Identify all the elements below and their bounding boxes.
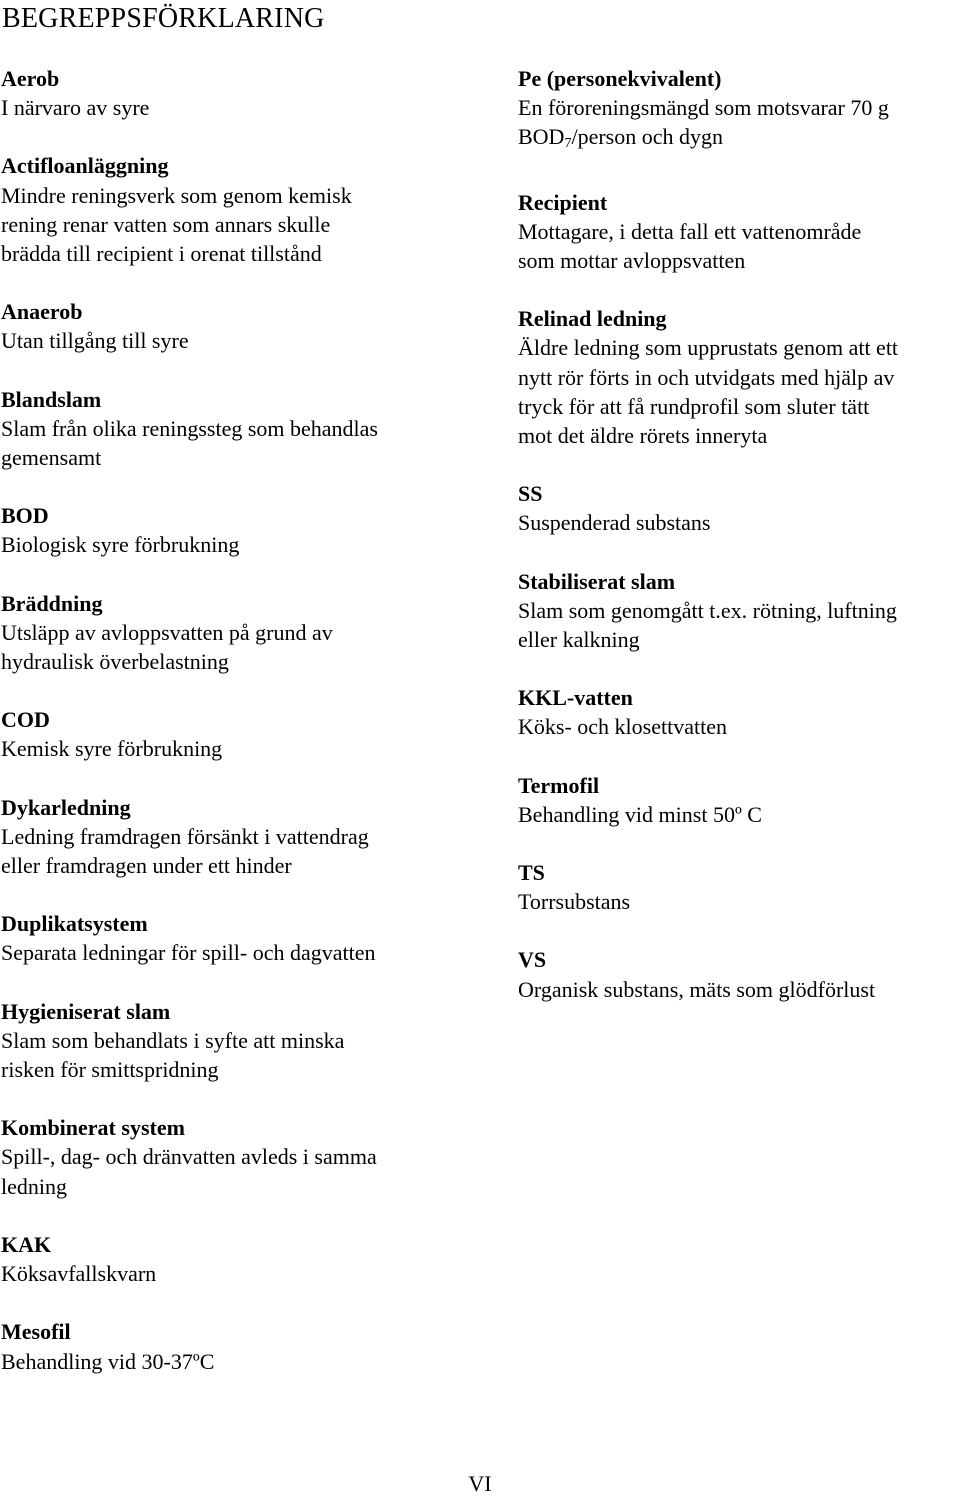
glossary-term: Aerob	[1, 66, 60, 91]
glossary-definition: Utan tillgång till syre	[1, 328, 189, 354]
glossary-term: COD	[1, 707, 50, 733]
glossary-entry-bod	[1, 501, 471, 559]
glossary-entry-stabiliserat-slam	[518, 567, 958, 655]
glossary-entry-vs	[518, 945, 958, 1003]
glossary-entry-dykarledning	[1, 793, 471, 881]
unit-prefix: BOD	[518, 124, 565, 150]
glossary-definition: Torrsubstans	[518, 889, 631, 915]
glossary-term: Dykarledning	[1, 794, 131, 820]
glossary-term: Bräddning	[1, 590, 103, 616]
glossary-definition: Organisk substans, mäts som glödförlust	[518, 976, 876, 1002]
glossary-term: Termofil	[518, 772, 600, 798]
glossary-term: Mesofil	[1, 1319, 71, 1345]
glossary-term: VS	[518, 947, 547, 973]
glossary-right-column	[518, 64, 958, 1033]
glossary-definition: Behandling vid 30-37ºC	[1, 1348, 215, 1374]
glossary-entry-termofil	[518, 771, 958, 829]
glossary-entry-actifloanlaggning	[1, 151, 471, 268]
glossary-term: Duplikatsystem	[1, 911, 148, 937]
glossary-term: Recipient	[518, 189, 608, 215]
glossary-term: KKL-vatten	[518, 685, 633, 711]
unit-subscript: 7	[564, 136, 572, 152]
page-title: BEGREPPSFÖRKLARING	[2, 3, 325, 34]
glossary-term: Kombinerat system	[1, 1115, 185, 1141]
glossary-entry-kak	[1, 1230, 471, 1288]
glossary-definition: Suspenderad substans	[518, 510, 711, 536]
glossary-entry-braddning	[1, 589, 471, 677]
glossary-term: TS	[518, 860, 545, 886]
glossary-entry-ts	[518, 858, 958, 916]
glossary-entry-cod	[1, 705, 471, 763]
glossary-definition: Separata ledningar för spill- och dagvatten	[1, 940, 376, 966]
glossary-entry-relinad-ledning	[518, 304, 958, 450]
glossary-definition: Köks- och klosettvatten	[518, 714, 727, 740]
glossary-definition: Utsläpp av avloppsvatten på grund av hydraulisk överbelastning	[1, 619, 333, 675]
glossary-term: Stabiliserat slam	[518, 568, 676, 594]
unit-suffix: /person och dygn	[571, 124, 723, 150]
glossary-definition: Behandling vid minst 50º C	[518, 801, 762, 827]
glossary-entry-blandslam	[1, 385, 471, 473]
glossary-term: BOD	[1, 503, 49, 529]
glossary-definition: Ledning framdragen försänkt i vattendrag eller framdragen under ett hinder	[1, 823, 369, 879]
glossary-term: Actifloanläggning	[1, 153, 169, 179]
page-number: VI	[468, 1471, 492, 1496]
glossary-entry-hygieniserat-slam	[1, 997, 471, 1085]
glossary-definition: Äldre ledning som upprustats genom att ett nytt rör förts in och utvidgats med hjälp av tryck för att få rundprofil som sluter tätt mot det äldre rörets inneryta	[518, 335, 899, 449]
glossary-entry-recipient	[518, 188, 958, 276]
glossary-left-column	[1, 64, 471, 1405]
glossary-entry-kombinerat-system	[1, 1113, 471, 1201]
glossary-term: SS	[518, 481, 543, 507]
glossary-term: Pe (personekvivalent)	[518, 66, 722, 91]
glossary-definition: En föroreningsmängd som motsvarar 70 g	[518, 95, 889, 121]
glossary-definition-line	[518, 122, 958, 158]
glossary-definition: Mindre reningsverk som genom kemisk rening renar vatten som annars skulle brädda till recipient i orenat tillstånd	[1, 182, 352, 267]
glossary-entry-pe-personekvivalent	[518, 64, 958, 159]
glossary-definition: Biologisk syre förbrukning	[1, 532, 240, 558]
glossary-entry-aerob	[1, 64, 471, 122]
glossary-entry-ss	[518, 479, 958, 537]
glossary-definition: Slam som genomgått t.ex. rötning, luftning eller kalkning	[518, 597, 897, 653]
glossary-term: Blandslam	[1, 386, 102, 412]
glossary-definition: Slam som behandlats i syfte att minska risken för smittspridning	[1, 1027, 345, 1083]
glossary-definition: Köksavfallskvarn	[1, 1261, 157, 1287]
glossary-definition: Slam från olika reningssteg som behandlas gemensamt	[1, 415, 378, 471]
glossary-term: Anaerob	[1, 299, 83, 325]
glossary-entry-anaerob	[1, 297, 471, 355]
glossary-entry-duplikatsystem	[1, 909, 471, 967]
glossary-definition: Kemisk syre förbrukning	[1, 736, 223, 762]
glossary-term: KAK	[1, 1231, 52, 1257]
glossary-term: Relinad ledning	[518, 306, 667, 332]
glossary-term: Hygieniserat slam	[1, 998, 171, 1024]
glossary-entry-kkl-vatten	[518, 683, 958, 741]
glossary-definition: Spill-, dag- och dränvatten avleds i samma ledning	[1, 1144, 377, 1199]
glossary-definition: I närvaro av syre	[1, 95, 150, 121]
glossary-definition: Mottagare, i detta fall ett vattenområde som mottar avloppsvatten	[518, 218, 862, 274]
glossary-entry-mesofil	[1, 1317, 471, 1375]
